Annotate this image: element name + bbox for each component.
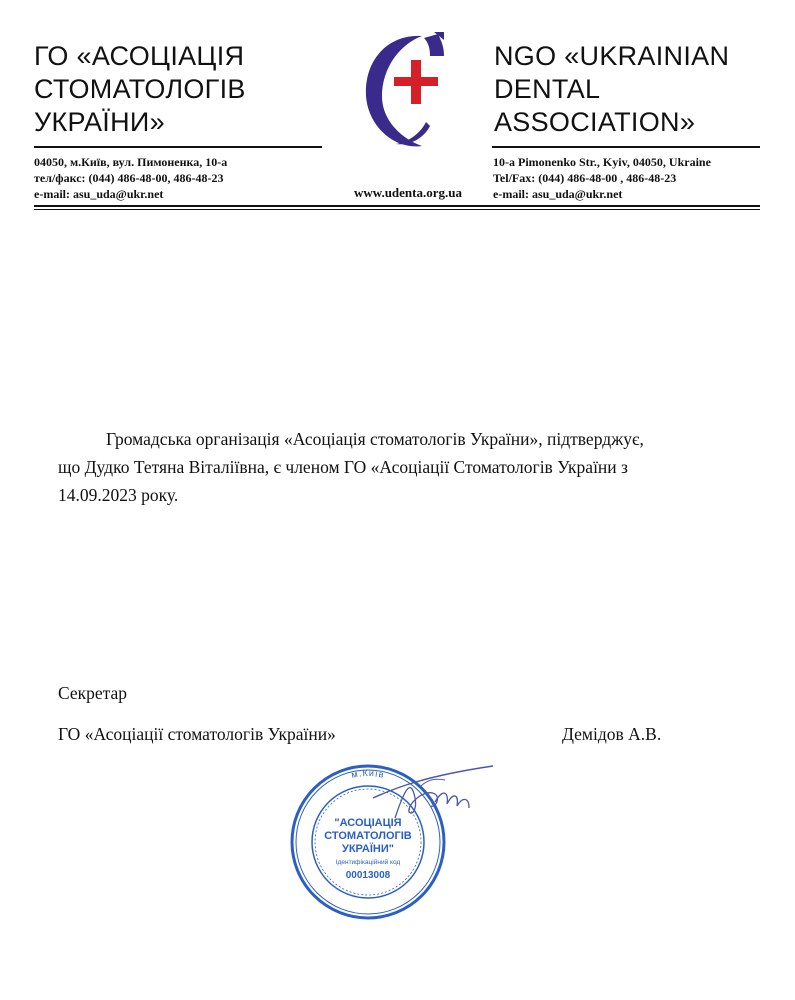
email-en: e-mail: asu_uda@ukr.net (493, 187, 623, 201)
org-name-ua-line-1: ГО «АСОЦІАЦІЯ (34, 41, 245, 71)
org-name-ua-line-3: УКРАЇНИ» (34, 107, 165, 137)
signatory-organization: ГО «Асоціації стоматологів України» (58, 724, 336, 744)
body-line-3: 14.09.2023 року. (58, 485, 179, 505)
header-divider-right (492, 146, 760, 148)
org-name-en-line-1: NGO «UKRAINIAN (494, 41, 730, 71)
org-name-ukrainian (34, 40, 324, 139)
header-divider-left (34, 146, 322, 148)
org-name-en-line-3: ASSOCIATION» (494, 107, 696, 137)
stamp-line-1: "АСОЦІАЦІЯ (334, 817, 402, 829)
body-line-2: що Дудко Тетяна Віталіївна, є членом ГО «Асоціації Стоматологів України з (58, 457, 628, 477)
handwritten-signature (365, 758, 500, 828)
contacts-english (493, 154, 783, 202)
letter-body (58, 425, 738, 509)
phone-ua: тел/факс: (044) 486-48-00, 486-48-23 (34, 171, 224, 185)
org-name-en-line-2: DENTAL (494, 74, 601, 104)
stamp-id-code: 00013008 (345, 870, 391, 881)
body-line-1: Громадська організація «Асоціація стоматологів України», підтверджує, (106, 429, 644, 449)
stamp-line-3: УКРАЇНИ" (342, 843, 394, 855)
phone-en: Tel/Fax: (044) 486-48-00 , 486-48-23 (493, 171, 677, 185)
address-en: 10-a Pimonenko Str., Kyiv, 04050, Ukraine (493, 155, 711, 169)
header-bottom-rule (34, 205, 760, 207)
org-name-ua-line-2: СТОМАТОЛОГІВ (34, 74, 246, 104)
stamp-ring-text: м.Київ (350, 767, 386, 780)
website-link[interactable]: www.udenta.org.ua (354, 185, 462, 200)
signatory-role: Секретар (58, 683, 128, 703)
dental-association-logo-icon (360, 30, 450, 152)
email-ua: e-mail: asu_uda@ukr.net (34, 187, 164, 201)
contacts-ukrainian (34, 154, 324, 202)
stamp-line-2: СТОМАТОЛОГІВ (324, 830, 412, 842)
header-bottom-rule-thin (34, 209, 760, 210)
address-ua: 04050, м.Київ, вул. Пимоненка, 10-а (34, 155, 228, 169)
signatory-name: Демідов А.В. (562, 724, 662, 744)
org-name-english (494, 40, 784, 139)
stamp-id-label: Ідентифікаційний код (335, 859, 401, 866)
